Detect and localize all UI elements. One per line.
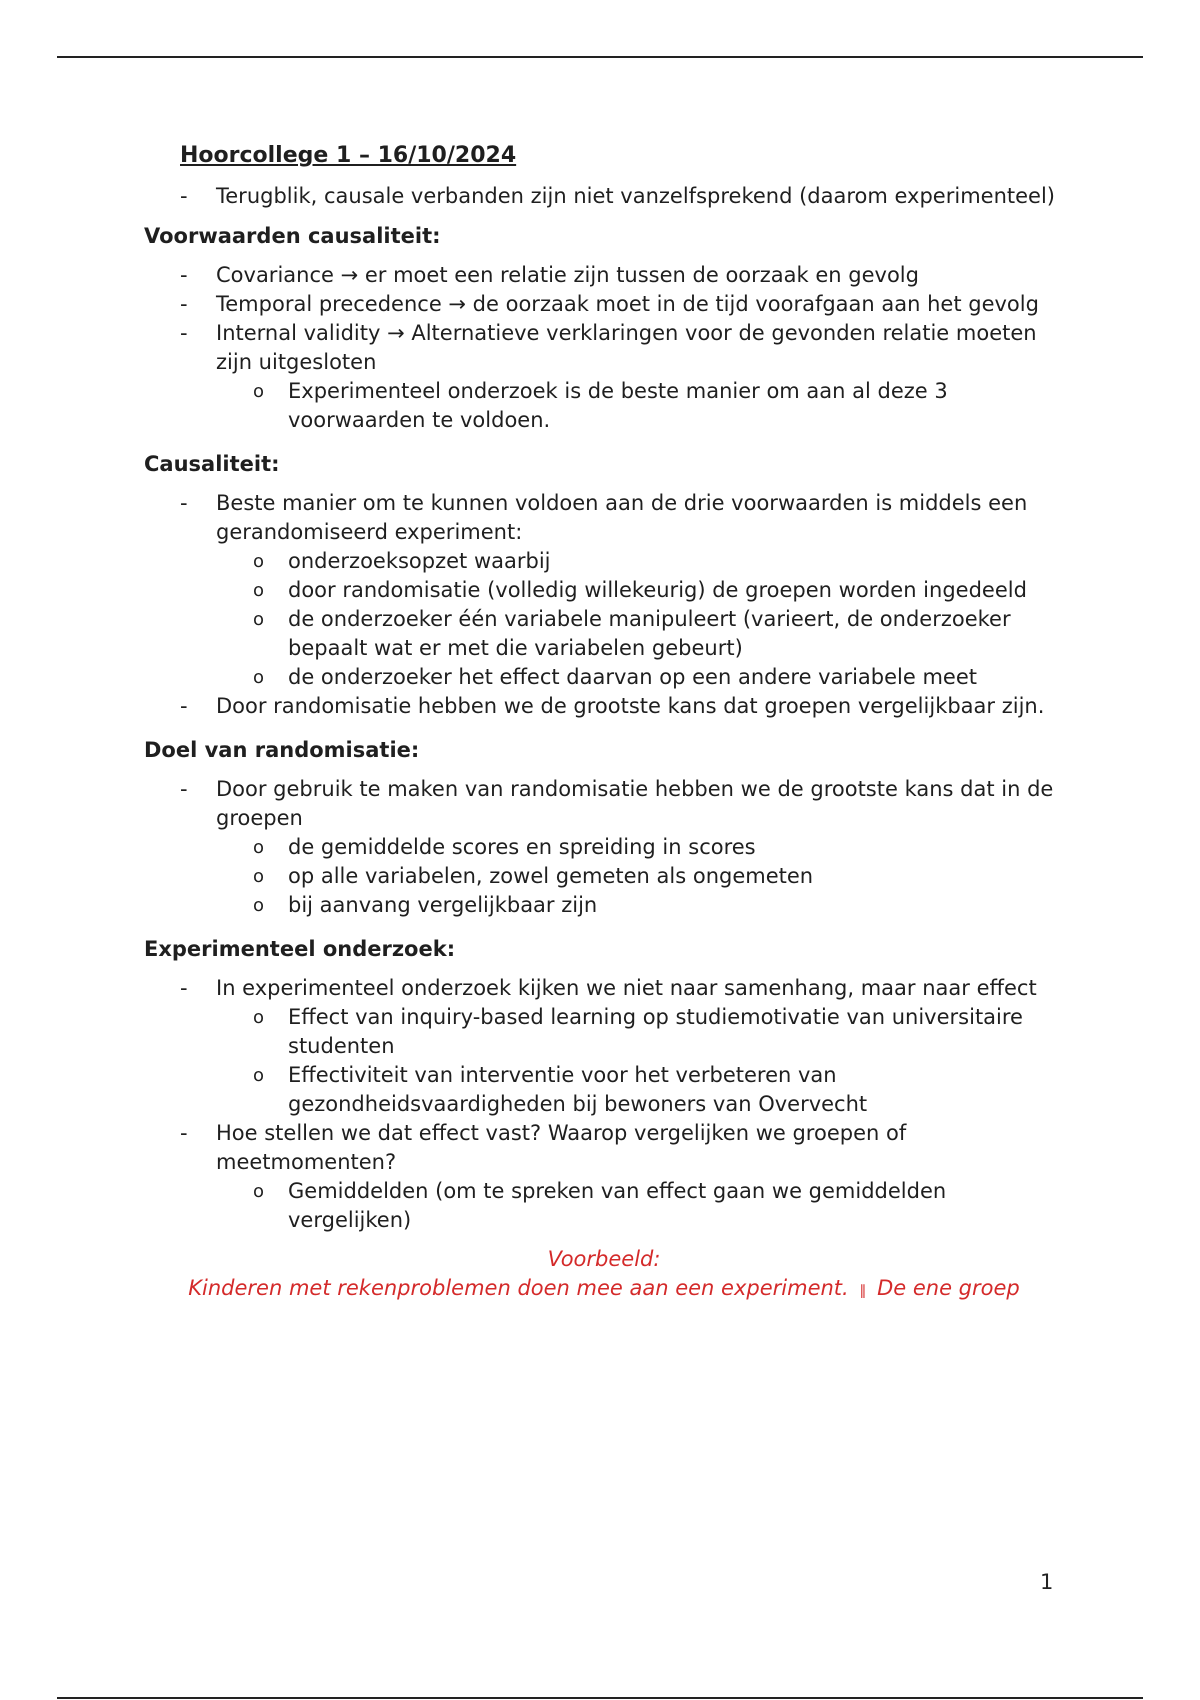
top-rule xyxy=(57,56,1143,58)
sublist-item: o bij aanvang vergelijkbaar zijn xyxy=(288,891,1064,920)
sublist xyxy=(216,833,1064,920)
doel-list xyxy=(144,775,1064,920)
list-item-text: Door gebruik te maken van randomisatie hebben we de grootste kans dat in de groepen xyxy=(216,777,1054,830)
example-text xyxy=(144,1274,1064,1306)
sublist-item: o Effectiviteit van interventie voor het verbeteren van gezondheidsvaardigheden bij bewoners van Overvecht xyxy=(288,1061,1064,1119)
list-item xyxy=(216,974,1064,1119)
page-title: Hoorcollege 1 – 16/10/2024 xyxy=(180,143,517,168)
experimenteel-list xyxy=(144,974,1064,1235)
section-heading-voorwaarden: Voorwaarden causaliteit: xyxy=(144,224,441,248)
sublist-item: o Experimenteel onderzoek is de beste manier om aan al deze 3 voorwaarden te voldoen. xyxy=(288,377,1064,435)
sublist-item: o de gemiddelde scores en spreiding in scores xyxy=(288,833,1064,862)
sublist-item: o Effect van inquiry-based learning op studiemotivatie van universitaire studenten xyxy=(288,1003,1064,1061)
section-heading-experimenteel: Experimenteel onderzoek: xyxy=(144,937,456,961)
sublist-item: o onderzoeksopzet waarbij xyxy=(288,547,1064,576)
sublist-item: o Gemiddelden (om te spreken van effect gaan we gemiddelden vergelijken) xyxy=(288,1177,1064,1235)
list-item: - Terugblik, causale verbanden zijn niet vanzelfsprekend (daarom experimenteel) xyxy=(216,182,1064,211)
example-block xyxy=(144,1245,1064,1306)
list-item-text: Hoe stellen we dat effect vast? Waarop vergelijken we groepen of meetmomenten? xyxy=(216,1121,907,1174)
example-label: Voorbeeld: xyxy=(547,1247,661,1271)
sublist xyxy=(216,547,1064,692)
section-heading-causaliteit: Causaliteit: xyxy=(144,452,280,476)
sublist xyxy=(216,377,1064,435)
list-item-text: In experimenteel onderzoek kijken we niet naar samenhang, maar naar effect xyxy=(216,976,1037,1000)
list-item: - Covariance → er moet een relatie zijn tussen de oorzaak en gevolg xyxy=(216,261,1064,290)
list-item: - Temporal precedence → de oorzaak moet in de tijd voorafgaan aan het gevolg xyxy=(216,290,1064,319)
list-item xyxy=(216,775,1064,920)
bottom-rule xyxy=(57,1697,1143,1699)
list-item xyxy=(216,319,1064,435)
intro-list xyxy=(144,182,1064,211)
page-number: 1 xyxy=(1040,1570,1054,1594)
list-item-text: Internal validity → Alternatieve verklaringen voor de gevonden relatie moeten zijn uitgesloten xyxy=(216,321,1037,374)
document-body xyxy=(144,140,1064,1306)
list-item: - Door randomisatie hebben we de grootste kans dat groepen vergelijkbaar zijn. xyxy=(216,692,1064,721)
sublist-item: o de onderzoeker één variabele manipuleert (varieert, de onderzoeker bepaalt wat er met die variabelen gebeurt) xyxy=(288,605,1064,663)
sublist-item: o de onderzoeker het effect daarvan op een andere variabele meet xyxy=(288,663,1064,692)
list-item xyxy=(216,489,1064,692)
voorwaarden-list xyxy=(144,261,1064,435)
sublist xyxy=(216,1177,1064,1235)
causaliteit-list xyxy=(144,489,1064,721)
sublist-item: o op alle variabelen, zowel gemeten als ongemeten xyxy=(288,862,1064,891)
section-heading-doel: Doel van randomisatie: xyxy=(144,738,420,762)
sublist xyxy=(216,1003,1064,1119)
example-text-before: Kinderen met rekenproblemen doen mee aan een experiment. xyxy=(188,1276,849,1300)
link-icon: ∥ xyxy=(859,1283,867,1299)
example-text-after: De ene groep xyxy=(877,1276,1020,1300)
list-item xyxy=(216,1119,1064,1235)
list-item-text: Beste manier om te kunnen voldoen aan de drie voorwaarden is middels een gerandomiseerd experiment: xyxy=(216,491,1028,544)
sublist-item: o door randomisatie (volledig willekeurig) de groepen worden ingedeeld xyxy=(288,576,1064,605)
